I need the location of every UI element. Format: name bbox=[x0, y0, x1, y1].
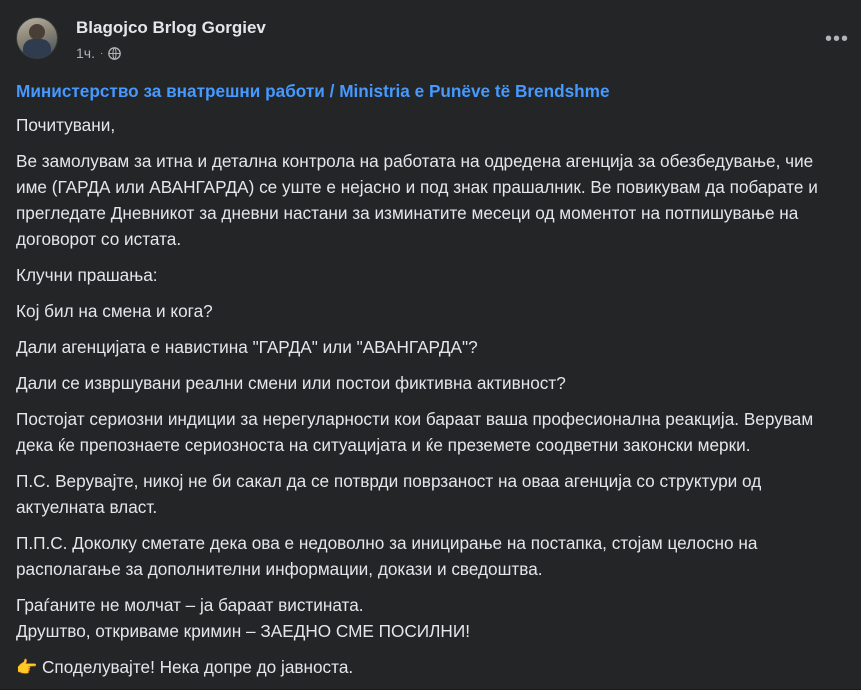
meta-separator: · bbox=[99, 47, 104, 59]
closing-line-1: Граѓаните не молчат – ја бараат вистината. bbox=[16, 595, 364, 615]
share-line bbox=[16, 654, 846, 680]
avatar[interactable] bbox=[16, 17, 58, 59]
closing-line-2: Друштво, откриваме кримин – ЗАЕДНО СМЕ ПОСИЛНИ! bbox=[16, 621, 470, 641]
author-name[interactable]: Blagojco Brlog Gorgiev bbox=[76, 18, 266, 37]
ministry-link[interactable]: Министерство за внатрешни работи / Ministria e Punëve të Brendshme bbox=[16, 81, 610, 101]
avatar-body bbox=[23, 39, 51, 59]
post-meta bbox=[76, 45, 121, 61]
pointing-hand-icon: 👉 bbox=[16, 657, 38, 677]
question-2: Дали агенцијата е навистина "ГАРДА" или "АВАНГАРДА"? bbox=[16, 337, 478, 357]
pps-text: П.П.С. Доколку сметате дека ова е недоволно за иницирање на постапка, стојам целосно на располагање за дополнителни информации, докази и сведоштва. bbox=[16, 533, 758, 579]
greeting-text: Почитувани, bbox=[16, 115, 116, 135]
share-text: Споделувајте! Нека допре до јавноста. bbox=[42, 657, 354, 677]
post-time[interactable]: 1ч. bbox=[76, 45, 95, 61]
avatar-head bbox=[29, 24, 45, 40]
question-1: Кој бил на смена и кога? bbox=[16, 301, 213, 321]
key-questions-heading: Клучни прашања: bbox=[16, 265, 158, 285]
paragraph-request: Ве замолувам за итна и детална контрола на работата на одредена агенција за обезбедување, чие име (ГАРДА или АВАНГАРДА) се уште е нејасно и под знак прашалник. Ве повикувам да побарате и прегледате Дневникот за дневни настани за изминатите месеци од моментот на потпишување на договорот со истата. bbox=[16, 151, 818, 249]
globe-icon[interactable] bbox=[108, 47, 121, 60]
more-options-icon[interactable]: ••• bbox=[824, 27, 849, 50]
question-3: Дали се извршувани реални смени или постои фиктивна активност? bbox=[16, 373, 566, 393]
post-content bbox=[16, 78, 846, 690]
paragraph-indications: Постојат сериозни индиции за нерегуларности кои бараат ваша професионална реакција. Верувам дека ќе препознаете сериозноста на ситуацијата и ќе преземете соодветни законски мерки. bbox=[16, 409, 814, 455]
ps-text: П.С. Верувајте, никој не би сакал да се потврди поврзаност на оваа агенција со структури од актуелната власт. bbox=[16, 471, 762, 517]
